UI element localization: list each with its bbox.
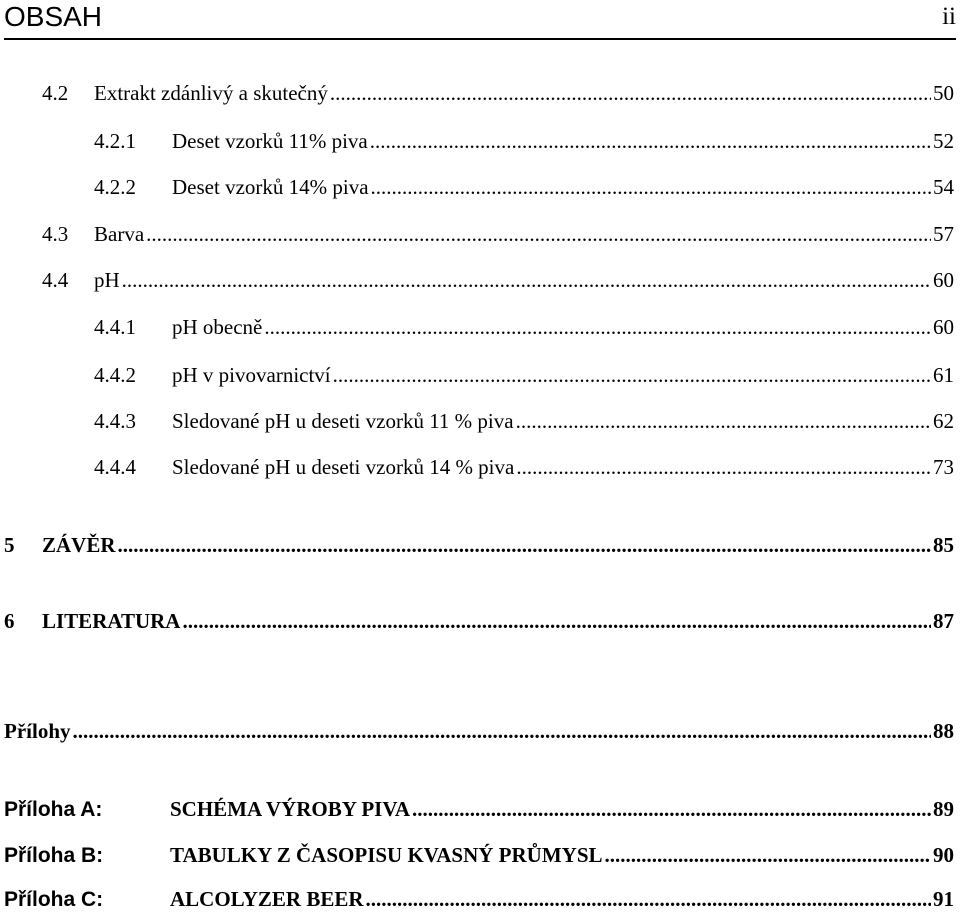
toc-leader-dots — [516, 408, 931, 434]
toc-leader-dots — [516, 454, 931, 480]
toc-entry-title: Barva — [94, 222, 145, 246]
toc-entry[interactable] — [94, 128, 954, 154]
toc-entry[interactable] — [42, 267, 954, 293]
toc-entry-page: 54 — [933, 175, 954, 199]
toc-entry[interactable] — [94, 454, 954, 480]
toc-entry-page: 60 — [933, 268, 954, 292]
toc-entry-title: Přílohy — [4, 719, 71, 743]
toc-entry-page: 85 — [933, 533, 954, 557]
toc-entry-page: 87 — [933, 609, 954, 633]
page-number: ii — [942, 3, 956, 30]
toc-entry-number: 4.4.2 — [94, 363, 136, 387]
toc-entry-title: ALCOLYZER BEER — [170, 887, 364, 911]
toc-entry[interactable] — [94, 174, 954, 200]
toc-entry-page: 57 — [933, 222, 954, 246]
toc-entry-title: pH v pivovarnictví — [172, 363, 331, 387]
toc-leader-dots — [146, 221, 931, 247]
toc-chapter[interactable] — [4, 718, 954, 744]
toc-entry-number: 4.4.3 — [94, 409, 136, 433]
toc-leader-dots — [264, 314, 931, 340]
toc-entry-title: pH — [94, 268, 120, 292]
toc-entry-number: 4.2.1 — [94, 129, 136, 153]
toc-entry-number: Příloha A: — [4, 798, 103, 821]
toc-entry-page: 61 — [933, 363, 954, 387]
toc-entry-number: 4.2.2 — [94, 175, 136, 199]
toc-entry-number: Příloha C: — [4, 888, 104, 911]
page-title: OBSAH — [4, 1, 103, 32]
toc-entry-title: Extrakt zdánlivý a skutečný — [94, 81, 328, 105]
toc-chapter[interactable] — [4, 608, 954, 634]
toc-entry-number: 4.2 — [42, 81, 69, 105]
toc-entry[interactable] — [42, 221, 954, 247]
toc-entry-title: Sledované pH u deseti vzorků 11 % piva — [172, 409, 514, 433]
toc-appendix[interactable] — [4, 796, 954, 823]
header-rule — [4, 38, 956, 40]
toc-entry-title: SCHÉMA VÝROBY PIVA — [170, 797, 410, 821]
toc-entry-number: 5 — [4, 533, 15, 557]
toc-appendix[interactable] — [4, 842, 954, 869]
toc-leader-dots — [333, 362, 931, 388]
toc-leader-dots — [122, 267, 931, 293]
toc-chapter[interactable] — [4, 532, 954, 558]
toc-leader-dots — [118, 532, 931, 558]
toc-entry-title: LITERATURA — [42, 609, 181, 633]
toc-entry-page: 91 — [933, 887, 954, 911]
toc-leader-dots — [370, 128, 931, 154]
toc-entry-title: ZÁVĚR — [42, 533, 116, 557]
toc-entry-page: 62 — [933, 409, 954, 433]
toc-entry-number: 4.3 — [42, 222, 69, 246]
toc-entry-page: 73 — [933, 455, 954, 479]
toc-leader-dots — [366, 886, 931, 912]
toc-entry[interactable] — [94, 362, 954, 388]
toc-leader-dots — [605, 842, 931, 868]
toc-leader-dots — [73, 718, 932, 744]
toc-leader-dots — [182, 608, 931, 634]
toc-entry-title: pH obecně — [172, 315, 263, 339]
toc-entry-page: 60 — [933, 315, 954, 339]
toc-entry-number: 6 — [4, 609, 15, 633]
toc-leader-dots — [371, 174, 931, 200]
toc-entry[interactable] — [94, 408, 954, 434]
toc-entry[interactable] — [94, 314, 954, 340]
toc-leader-dots — [412, 796, 931, 822]
toc-entry[interactable] — [42, 80, 954, 106]
toc-entry-page: 90 — [933, 843, 954, 867]
toc-entry-page: 52 — [933, 129, 954, 153]
toc-entry-number: Příloha B: — [4, 844, 104, 867]
toc-entry-title: Sledované pH u deseti vzorků 14 % piva — [172, 455, 515, 479]
toc-leader-dots — [330, 80, 931, 106]
toc-entry-page: 89 — [933, 797, 954, 821]
toc-entry-title: Deset vzorků 11% piva — [172, 129, 368, 153]
toc-entry-number: 4.4 — [42, 268, 69, 292]
toc-entry-number: 4.4.4 — [94, 455, 136, 479]
toc-entry-title: TABULKY Z ČASOPISU KVASNÝ PRŮMYSL — [170, 843, 603, 867]
toc-entry-page: 50 — [933, 81, 954, 105]
toc-entry-page: 88 — [933, 719, 954, 743]
toc-entry-number: 4.4.1 — [94, 315, 136, 339]
toc-entry-title: Deset vzorků 14% piva — [172, 175, 369, 199]
toc-appendix[interactable] — [4, 886, 954, 913]
